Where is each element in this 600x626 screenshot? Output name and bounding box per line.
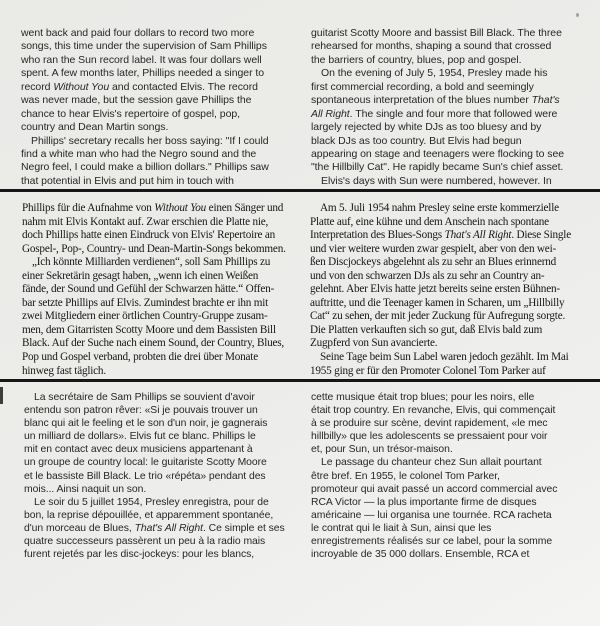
column-left <box>21 27 293 188</box>
text-line: guitarist Scotty Moore and bassist Bill Black. The three <box>311 27 562 39</box>
text-line: „Ich könnte Milliarden verdienen“, soll Sam Phillips zu <box>32 256 271 269</box>
text-line: auftritte, und die Teenager kamen in Scharen, um „Hillbilly <box>310 296 565 309</box>
text-line: doch Phillips hatte einen Eindruck von Elvis' Repertoire an <box>22 229 276 242</box>
text-line: bon, la reprise dépouillée, et apparemment spontanée, <box>24 509 274 521</box>
text-line: Gospel-, Pop-, Country- und Dean-Martin-Songs bekommen. <box>22 242 286 255</box>
text-line: Platte auf, eine kühne und dem Anschein nach spontane <box>310 215 549 228</box>
text-line: Zugpferd von Sun avancierte. <box>310 337 438 350</box>
section-divider-rule-top <box>0 189 600 192</box>
text-line: Le soir du 5 juillet 1954, Presley enregistra, pour de <box>34 496 269 508</box>
text-line: La secrétaire de Sam Phillips se souvient d'avoir <box>34 392 255 403</box>
text-line: the barriers of country, blues, pop and gospel. <box>311 53 522 66</box>
text-line: à se produire sur scène, devint rapidement, «le mec <box>311 418 548 430</box>
text-line: et le bassiste Bill Black. Le trio «répéta» pendant des <box>24 470 266 482</box>
text-line: mit en contact avec deux musiciens appartenant à <box>24 444 253 456</box>
text-line: 1955 ging er für den Promoter Colonel Tom Parker auf <box>310 364 546 377</box>
column-right <box>311 27 593 188</box>
text-line: hillbilly» que les adolescents se pressaient pour voir <box>311 431 548 443</box>
text-line: Phillips' secretary recalls her boss saying: "If I could <box>31 134 269 147</box>
text-line: that potential in Elvis and put him in touch with <box>21 174 234 187</box>
text-line: incroyable de 35 000 dollars. Ensemble, RCA et <box>311 549 530 561</box>
text-line: spontaneous interpretation of the blues number That's <box>311 94 560 107</box>
text-line: black DJs as too country. But Elvis had begun <box>311 134 522 147</box>
text-line: bar setzte Phillips auf Elvis. Zumindest brachte er ihn mit <box>22 296 269 309</box>
scan-artifact-dot <box>576 13 579 17</box>
text-line: Seine Tage beim Sun Label waren jedoch gezählt. Im Mai <box>320 351 569 364</box>
text-line: et, pour Sun, un trésor-maison. <box>311 444 453 456</box>
text-line: Am 5. Juli 1954 nahm Presley seine erste kommerzielle <box>320 202 559 214</box>
text-line: einer Sekretärin gesagt haben, „wenn ich einen Weißen <box>22 269 259 282</box>
text-line: songs, this time under the supervision of Sam Phillips <box>21 40 267 53</box>
column-right <box>310 202 593 378</box>
text-line: Le passage du chanteur chez Sun allait pourtant <box>321 457 542 469</box>
text-line: zwei Mitgliedern einer örtlichen Country-Gruppe zusam- <box>22 310 268 323</box>
text-line: largely rejected by white DJs as too bluesy and by <box>311 121 542 134</box>
text-line: country and Dean Martin songs. <box>21 121 169 134</box>
text-line: le contrat qui le liait à Sun, ainsi que les <box>311 522 492 534</box>
column-left <box>22 202 293 378</box>
text-line: was never made, but the session gave Phillips the <box>21 94 252 107</box>
text-line: gelehnt. Aber Elvis hatte jetzt bereits seine ersten Bühnen- <box>310 283 560 296</box>
text-line: quatre successeurs passèrent un peu à la radio mais <box>24 536 266 548</box>
text-line: Negro feel, I could make a billion dollars." Phillips saw <box>21 161 269 174</box>
text-line: un milliard de dollars». Elvis fut ce blanc. Phillips le <box>24 431 256 443</box>
text-line: furent rejetés par les disc-jockeys: pour les blancs, <box>24 549 255 561</box>
text-line: rehearsed for months, shaping a sound that crossed <box>311 40 552 53</box>
text-line: ßen Discjockeys abgelehnt als zu sehr an Blues erinnernd <box>310 256 557 269</box>
text-line: who ran the Sun record label. It was four dollars well <box>21 53 262 66</box>
text-line: went back and paid four dollars to record two more <box>21 27 255 39</box>
text-line: un groupe de country local: le guitariste Scotty Moore <box>24 457 267 469</box>
text-line: hinweg fast täglich. <box>22 364 106 377</box>
text-line: nahm mit Elvis Kontakt auf. Zwar erschien die Platte nie, <box>22 215 269 228</box>
text-line: d'un morceau de Blues, That's All Right. Ce simple et ses <box>24 522 285 534</box>
text-line: Black. Auf der Suche nach einem Sound, der Country, Blues, <box>22 337 285 350</box>
text-line: All Right. The single and four more that followed were <box>311 107 558 120</box>
column-left <box>24 391 294 561</box>
text-line: Pop und Gospel verband, probten die drei über Monate <box>22 351 258 364</box>
scan-artifact-left-edge <box>0 387 3 404</box>
text-line: first commercial recording, a bold and seemingly <box>311 80 534 93</box>
text-line: promoteur qui avait passé un accord commercial avec <box>311 483 558 495</box>
text-line: entendu son patron rêver: «Si je pouvais trouver un <box>24 405 258 417</box>
text-line: cette musique était trop blues; pour les noirs, elle <box>311 392 535 403</box>
column-right <box>311 391 593 561</box>
text-line: men, dem Gitarristen Scotty Moore und dem Bassisten Bill <box>22 323 276 336</box>
text-line: record Without You and contacted Elvis. The record <box>21 80 258 93</box>
text-line: spent. A few months later, Phillips needed a singer to <box>21 67 265 80</box>
text-line: und vier weitere wurden zwar gespielt, aber von den wei- <box>310 242 557 255</box>
text-line: était trop country. En revanche, Elvis, qui commençait <box>311 405 556 417</box>
text-line: mois... Ainsi naquit un son. <box>24 483 147 495</box>
text-line: find a white man who had the Negro sound and the <box>21 147 257 160</box>
text-line: Cat“ zu sehen, der mit jeder Zuckung für Aufregung sorgte. <box>310 310 566 323</box>
text-line: On the evening of July 5, 1954, Presley made his <box>321 67 548 80</box>
text-line: Die Platten verkauften sich so gut, daß Elvis bald zum <box>310 323 543 336</box>
text-line: américaine — lui organisa une tournée. RCA racheta <box>311 509 552 521</box>
text-line: enregistrements réalisés sur ce label, pour la somme <box>311 536 553 548</box>
text-line: Phillips für die Aufnahme von Without You einen Sänger und <box>22 202 284 214</box>
text-line: "the Hillbilly Cat". He rapidly became Sun's chief asset. <box>311 161 564 174</box>
text-line: être bref. En 1955, le colonel Tom Parker, <box>311 470 500 482</box>
text-line: Elvis's days with Sun were numbered, however. In <box>321 174 552 187</box>
text-line: blanc qui ait le feeling et le son d'un noir, je gagnerais <box>24 418 268 430</box>
section-divider-rule-bottom <box>0 379 600 382</box>
text-line: appearing on stage and teenagers were flocking to see <box>311 147 565 160</box>
text-line: fände, der Sound und Gefühl der Schwarzen hätte.“ Offen- <box>22 283 275 296</box>
text-line: und von den schwarzen DJs als zu sehr an Country an- <box>310 269 545 282</box>
text-line: RCA Victor — la plus importante firme de disques <box>311 496 537 508</box>
text-line: chance to hear Elvis's repertoire of gospel, pop, <box>21 107 241 120</box>
text-line: Interpretation des Blues-Songs That's All Right. Diese Single <box>310 229 571 242</box>
